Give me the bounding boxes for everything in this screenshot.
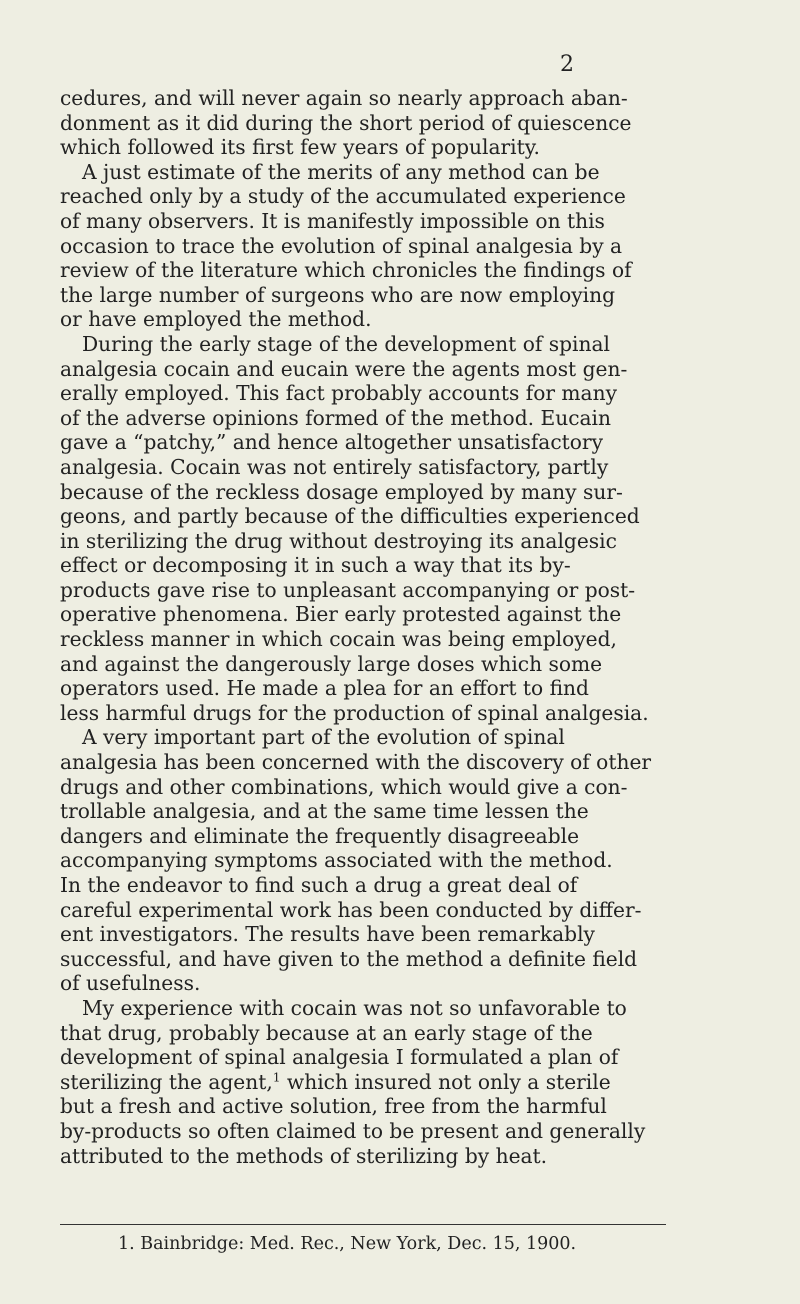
text-line: by-products so often claimed to be present and generally xyxy=(60,1118,646,1143)
text-line: products gave rise to unpleasant accompanying or post- xyxy=(60,577,636,602)
text-line: but a fresh and active solution, free from the harmful xyxy=(60,1094,607,1119)
text-line: less harmful drugs for the production of spinal analgesia. xyxy=(60,700,649,725)
text-line: cedures, and will never again so nearly approach aban- xyxy=(60,86,628,110)
text-line: reached only by a study of the accumulated experience xyxy=(60,184,626,209)
footnote-rule xyxy=(60,1224,666,1225)
body-text xyxy=(60,86,750,1168)
text-line: of usefulness. xyxy=(60,971,201,996)
text-line: erally employed. This fact probably accounts for many xyxy=(60,381,617,406)
text-line: My experience with cocain was not so unfavorable to xyxy=(82,995,627,1020)
text-line: of the adverse opinions formed of the method. Eucain xyxy=(60,405,612,430)
text-line: and against the dangerously large doses which some xyxy=(60,651,603,676)
text-line: analgesia has been concerned with the discovery of other xyxy=(60,750,652,775)
text-line-start: sterilizing the agent, xyxy=(60,1069,273,1094)
text-line: During the early stage of the development of spinal xyxy=(82,331,610,356)
text-line xyxy=(60,1070,750,1095)
text-line: analgesia cocain and eucain were the agents most gen- xyxy=(60,356,628,381)
text-line: A just estimate of the merits of any method can be xyxy=(82,159,600,184)
text-line: attributed to the methods of sterilizing by heat. xyxy=(60,1143,548,1168)
text-line: successful, and have given to the method a definite field xyxy=(60,946,638,971)
text-line: in sterilizing the drug without destroying its analgesic xyxy=(60,528,617,553)
text-line: which followed its first few years of popularity. xyxy=(60,135,540,160)
text-line: donment as it did during the short period of quiescence xyxy=(60,110,632,135)
text-line: drugs and other combinations, which would give a con- xyxy=(60,774,628,799)
text-line: development of spinal analgesia I formulated a plan of xyxy=(60,1045,619,1070)
text-line: A very important part of the evolution of spinal xyxy=(82,725,565,750)
footnote-marker: 1 xyxy=(272,1070,281,1085)
text-line: the large number of surgeons who are now employing xyxy=(60,282,616,307)
text-line: reckless manner in which cocain was being employed, xyxy=(60,627,617,652)
text-line: that drug, probably because at an early stage of the xyxy=(60,1020,593,1045)
text-line: accompanying symptoms associated with the method. xyxy=(60,848,613,873)
text-line: geons, and partly because of the difficulties experienced xyxy=(60,504,640,529)
footnote: 1. Bainbridge: Med. Rec., New York, Dec. 15, 1900. xyxy=(118,1234,577,1254)
text-line: trollable analgesia, and at the same time lessen the xyxy=(60,799,589,824)
text-line: of many observers. It is manifestly impossible on this xyxy=(60,208,605,233)
text-line: operative phenomena. Bier early protested against the xyxy=(60,602,622,627)
text-line: In the endeavor to find such a drug a great deal of xyxy=(60,873,578,897)
text-line: review of the literature which chronicles the findings of xyxy=(60,258,632,283)
text-line: ent investigators. The results have been remarkably xyxy=(60,922,595,947)
text-line: careful experimental work has been conducted by differ- xyxy=(60,897,642,922)
text-line: operators used. He made a plea for an effort to find xyxy=(60,676,589,701)
text-line: effect or decomposing it in such a way that its by- xyxy=(60,553,571,578)
text-line: analgesia. Cocain was not entirely satisfactory, partly xyxy=(60,454,609,479)
text-line: or have employed the method. xyxy=(60,307,372,332)
text-line: occasion to trace the evolution of spinal analgesia by a xyxy=(60,233,623,258)
text-line: gave a “patchy,” and hence altogether unsatisfactory xyxy=(60,430,603,455)
text-line: dangers and eliminate the frequently disagreeable xyxy=(60,823,580,848)
text-line-end: which insured not only a sterile xyxy=(280,1069,611,1094)
text-line: because of the reckless dosage employed by many sur- xyxy=(60,479,623,504)
page-number: 2 xyxy=(560,52,574,77)
